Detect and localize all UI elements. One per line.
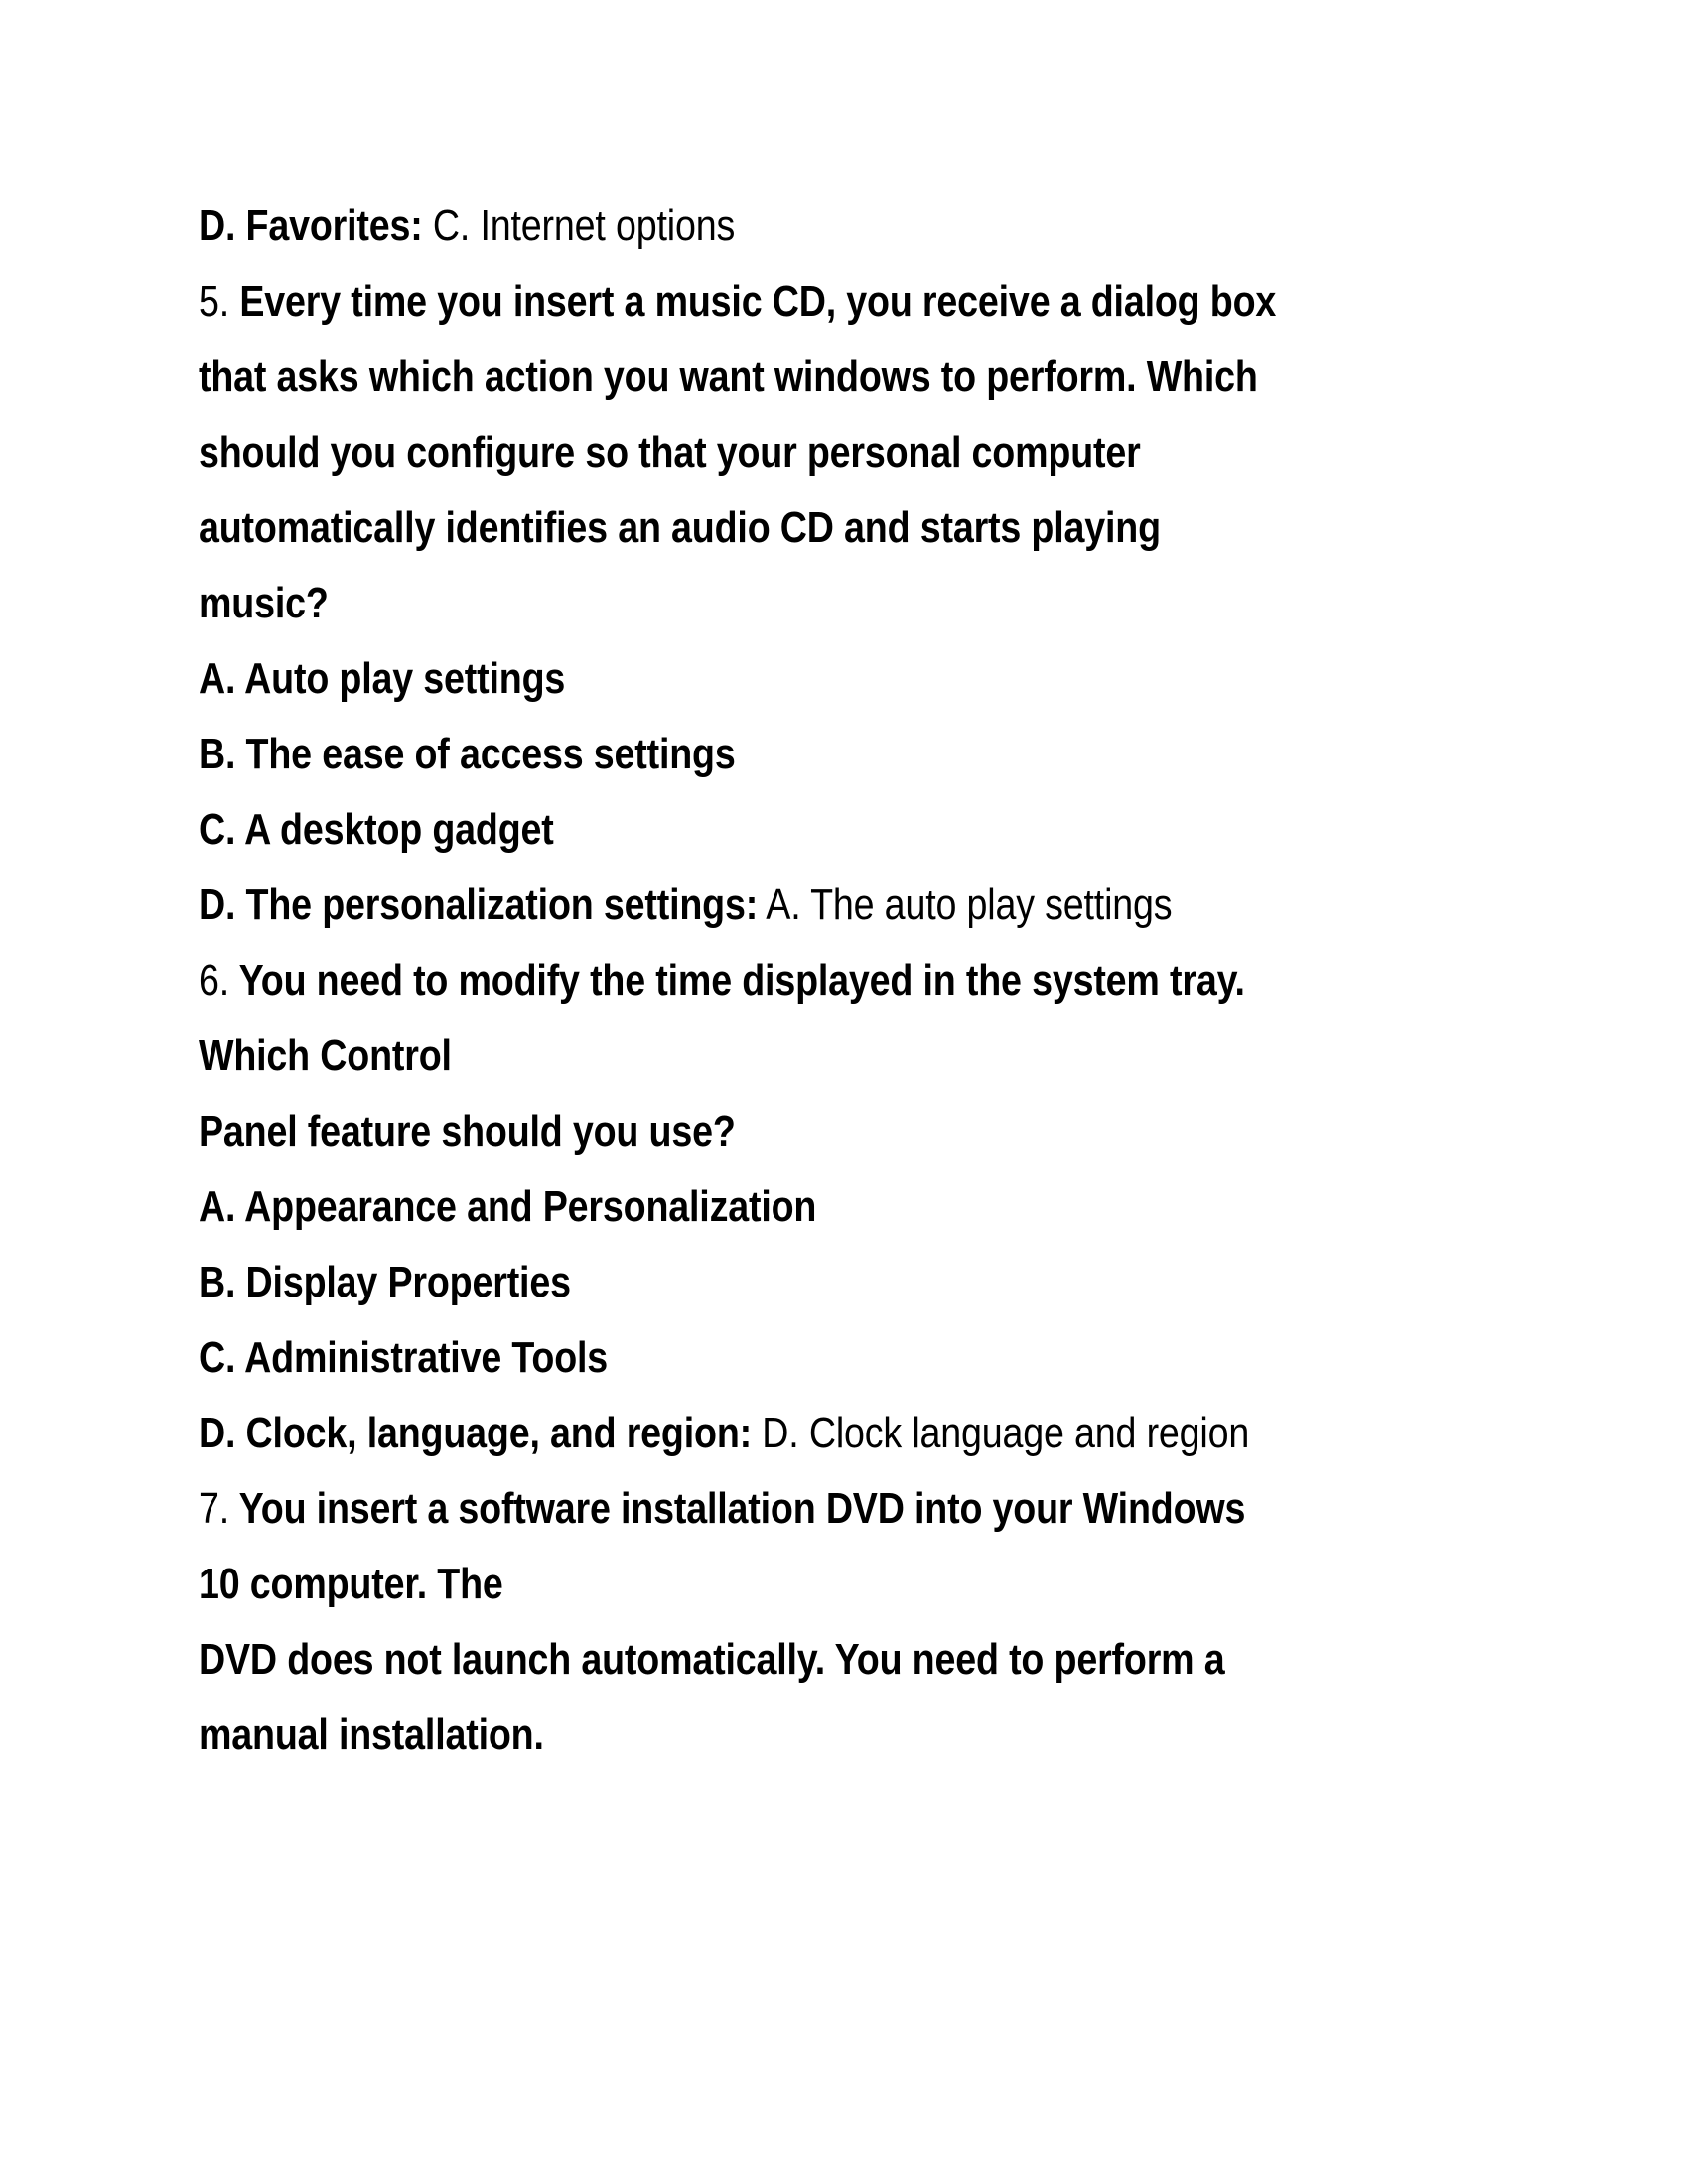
text-line (199, 717, 1489, 792)
text-line-content (199, 1169, 816, 1245)
text-run-bold: D. Clock, language, and region: (199, 1409, 752, 1457)
text-line (199, 641, 1489, 717)
text-line (199, 566, 1489, 641)
text-run-bold: A. Appearance and Personalization (199, 1182, 817, 1231)
text-run-bold: You insert a software installation DVD into your Windows (229, 1484, 1246, 1533)
text-run-bold: Panel feature should you use? (199, 1107, 736, 1156)
text-run-bold: 10 computer. The (199, 1560, 503, 1608)
text-run-bold: You need to modify the time displayed in the system tray. (229, 956, 1245, 1005)
text-run-bold: should you configure so that your personal computer (199, 428, 1141, 477)
text-line-content (199, 189, 735, 264)
text-run-bold: C. Administrative Tools (199, 1333, 609, 1382)
text-line (199, 1622, 1489, 1698)
text-line-content (199, 717, 736, 792)
text-run-bold: manual installation. (199, 1710, 544, 1759)
text-run-regular: D. Clock language and region (751, 1409, 1250, 1457)
text-line-content (199, 264, 1276, 340)
text-line-content (199, 490, 1161, 566)
text-run-regular: 7. (199, 1484, 230, 1533)
text-line-content (199, 943, 1245, 1019)
text-run-bold: Which Control (199, 1031, 452, 1080)
text-line-content (199, 792, 554, 868)
text-line-content (199, 1547, 503, 1622)
text-line (199, 1245, 1489, 1320)
text-line (199, 1169, 1489, 1245)
text-line-content (199, 1245, 571, 1320)
text-line (199, 1396, 1489, 1471)
text-run-bold: DVD does not launch automatically. You need to perform a (199, 1635, 1225, 1684)
text-line-content (199, 340, 1258, 415)
text-line-content (199, 868, 1172, 943)
text-line (199, 792, 1489, 868)
text-run-regular: 5. (199, 277, 230, 326)
text-run-regular: 6. (199, 956, 230, 1005)
text-line-content (199, 1320, 608, 1396)
text-run-bold: A. Auto play settings (199, 654, 566, 703)
text-line (199, 1698, 1489, 1773)
text-line (199, 264, 1489, 340)
text-run-bold: automatically identifies an audio CD and starts playing (199, 503, 1161, 552)
text-line (199, 340, 1489, 415)
text-line (199, 1547, 1489, 1622)
text-run-bold: B. Display Properties (199, 1258, 571, 1306)
text-line-content (199, 1019, 452, 1094)
text-run-bold: D. Favorites: (199, 202, 423, 250)
text-run-bold: Every time you insert a music CD, you receive a dialog box (229, 277, 1277, 326)
text-run-bold: B. The ease of access settings (199, 730, 736, 778)
text-line (199, 415, 1489, 490)
text-line (199, 1019, 1489, 1094)
text-line (199, 1094, 1489, 1169)
text-run-bold: C. A desktop gadget (199, 805, 554, 854)
text-line (199, 868, 1489, 943)
text-line-content (199, 1094, 736, 1169)
text-line-content (199, 641, 565, 717)
text-line-content (199, 1622, 1225, 1698)
text-run-bold: D. The personalization settings: (199, 881, 759, 929)
text-run-regular: C. Internet options (422, 202, 736, 250)
text-line (199, 1471, 1489, 1547)
text-line (199, 943, 1489, 1019)
document-text-block (199, 189, 1489, 1773)
text-line (199, 189, 1489, 264)
text-line-content (199, 566, 329, 641)
text-run-bold: that asks which action you want windows to perform. Which (199, 352, 1258, 401)
text-line-content (199, 1698, 544, 1773)
text-run-bold: music? (199, 579, 329, 627)
text-line-content (199, 1471, 1245, 1547)
text-line-content (199, 1396, 1249, 1471)
text-line (199, 490, 1489, 566)
text-line (199, 1320, 1489, 1396)
text-run-regular: A. The auto play settings (758, 881, 1173, 929)
text-line-content (199, 415, 1141, 490)
